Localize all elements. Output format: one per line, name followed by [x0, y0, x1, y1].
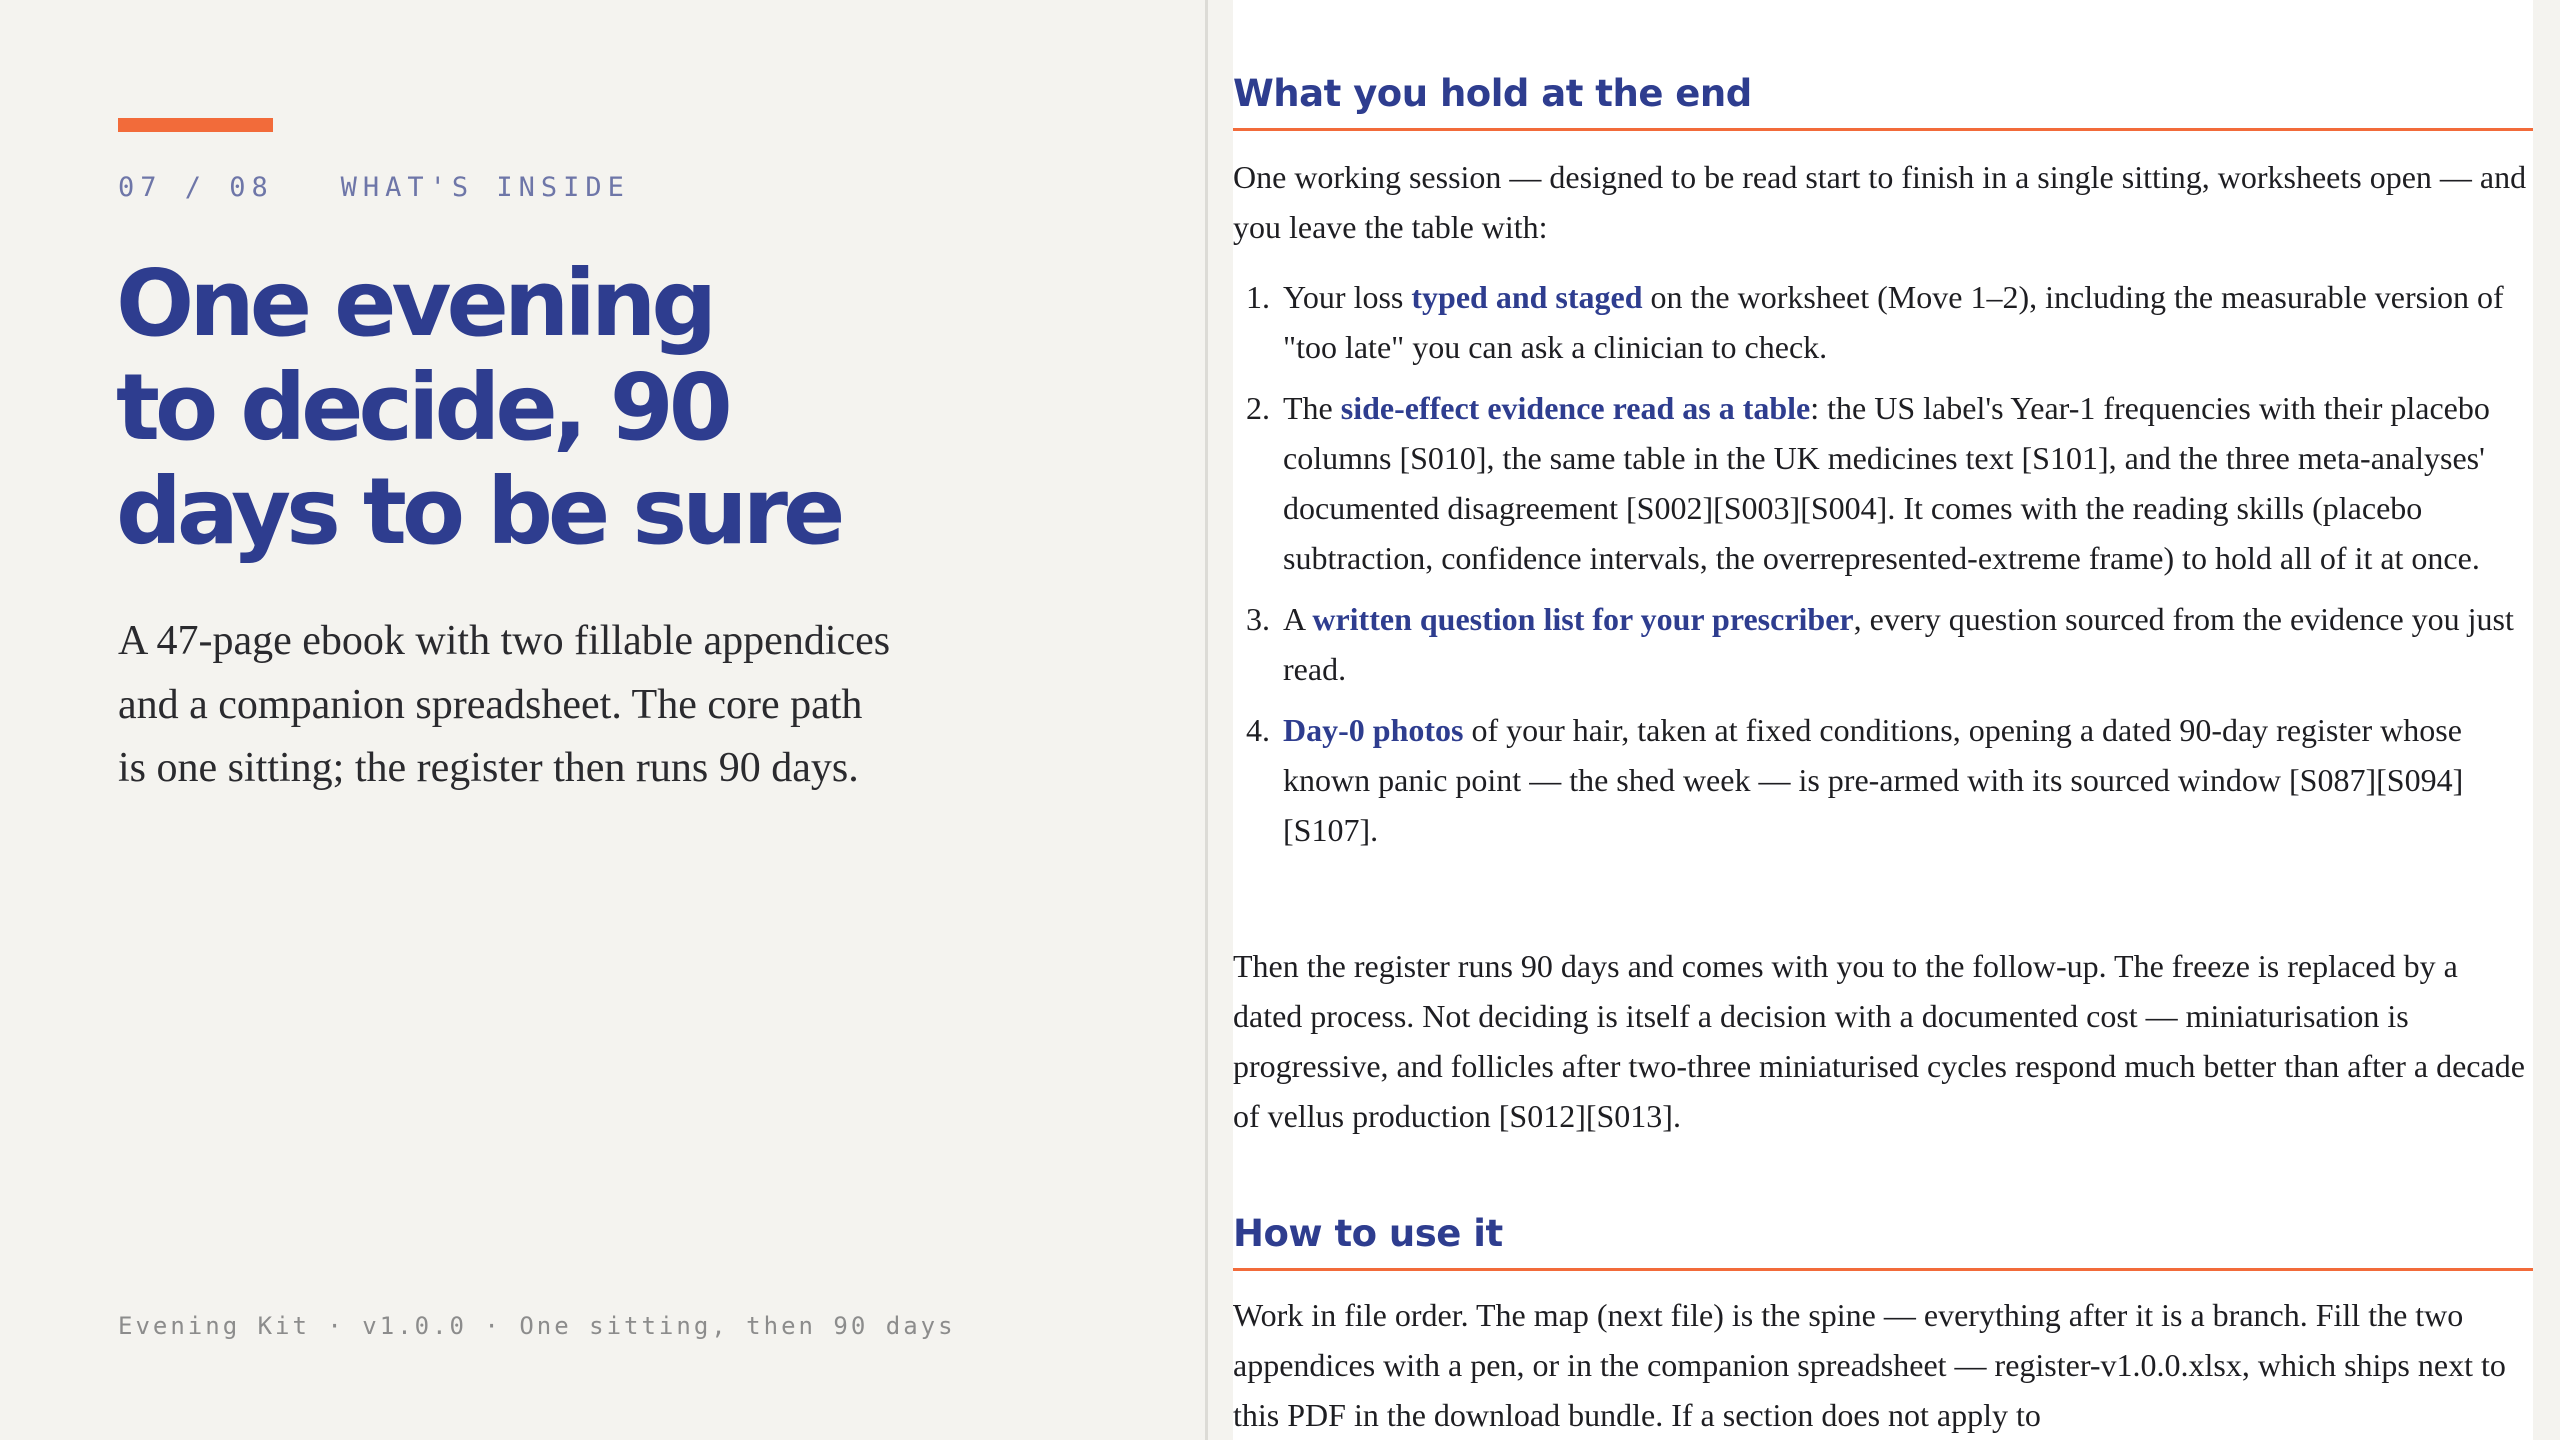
intro-paragraph: One working session — designed to be read start to finish in a single sitting, worksheets open — and you leave the table with:	[1233, 159, 2527, 245]
list-text: , every question sourced from the evidence you just read.	[1283, 601, 2514, 687]
section-eyebrow	[118, 172, 630, 203]
list-item	[1233, 705, 2533, 855]
page-index: 07 / 08	[118, 172, 274, 203]
panel-divider	[1205, 0, 1208, 1440]
footer-caption: Evening Kit · v1.0.0 · One sitting, then 90 days	[118, 1312, 956, 1340]
section-heading-what-you-hold: What you hold at the end	[1233, 64, 2533, 131]
page-margin	[2533, 0, 2560, 1440]
list-text: A	[1283, 601, 1313, 637]
list-text: Your loss	[1283, 279, 1412, 315]
title-line: to decide, 90	[116, 354, 728, 461]
accent-bar	[118, 118, 273, 132]
page-title	[116, 252, 1016, 564]
list-item	[1233, 594, 2533, 694]
cover-panel	[0, 0, 1205, 1440]
list-number: 4.	[1246, 712, 1270, 748]
list-text: The	[1283, 390, 1341, 426]
closing-paragraph: Then the register runs 90 days and comes with you to the follow-up. The freeze is replaced by a dated process. Not deciding is itself a decision with a documented cost — miniaturisation is progressive, and follicles after two-three miniaturised cycles respond much better than after a decade of vellus production [S012][S013].	[1233, 948, 2525, 1134]
lede-paragraph: A 47-page ebook with two fillable appendices and a companion spreadsheet. The core path is one sitting; the register then runs 90 days.	[118, 618, 891, 791]
list-text: of your hair, taken at fixed conditions, opening a dated 90-day register whose known panic point — the shed week — is pre-armed with its sourced window [S087][S094][S107].	[1283, 712, 2464, 848]
usage-paragraph: Work in file order. The map (next file) is the spine — everything after it is a branch. Fill the two appendices with a pen, or in the companion spreadsheet — register-v1.0.0.xlsx, which ships next to this PDF in the download bundle. If a section does not apply to	[1233, 1297, 2506, 1433]
section-label: WHAT'S INSIDE	[340, 172, 630, 203]
list-number: 2.	[1246, 390, 1270, 426]
list-item	[1233, 272, 2533, 372]
section-heading-how-to-use: How to use it	[1233, 1204, 2533, 1271]
outcome-list	[1233, 272, 2533, 866]
emphasis-phrase: typed and staged	[1411, 279, 1643, 315]
list-text: : the US label's Year-1 frequencies with their placebo columns [S010], the same table in the UK medicines text [S101], and the three meta-analyses' documented disagreement [S002][S003][S004]. It comes with the reading skills (placebo subtraction, confidence intervals, the overrepresented-extreme frame) to hold all of it at once.	[1283, 390, 2490, 576]
list-number: 3.	[1246, 601, 1270, 637]
emphasis-phrase: side-effect evidence read as a table	[1340, 390, 1811, 426]
document-panel[interactable]	[1233, 0, 2533, 1440]
list-number: 1.	[1246, 279, 1270, 315]
list-text: on the worksheet (Move 1–2), including the measurable version of "too late" you can ask a clinician to check.	[1283, 279, 2504, 365]
list-item	[1233, 383, 2533, 583]
emphasis-phrase: written question list for your prescriber	[1312, 601, 1854, 637]
title-line: days to be sure	[116, 458, 841, 565]
emphasis-phrase: Day-0 photos	[1283, 712, 1464, 748]
title-line: One evening	[116, 250, 713, 357]
